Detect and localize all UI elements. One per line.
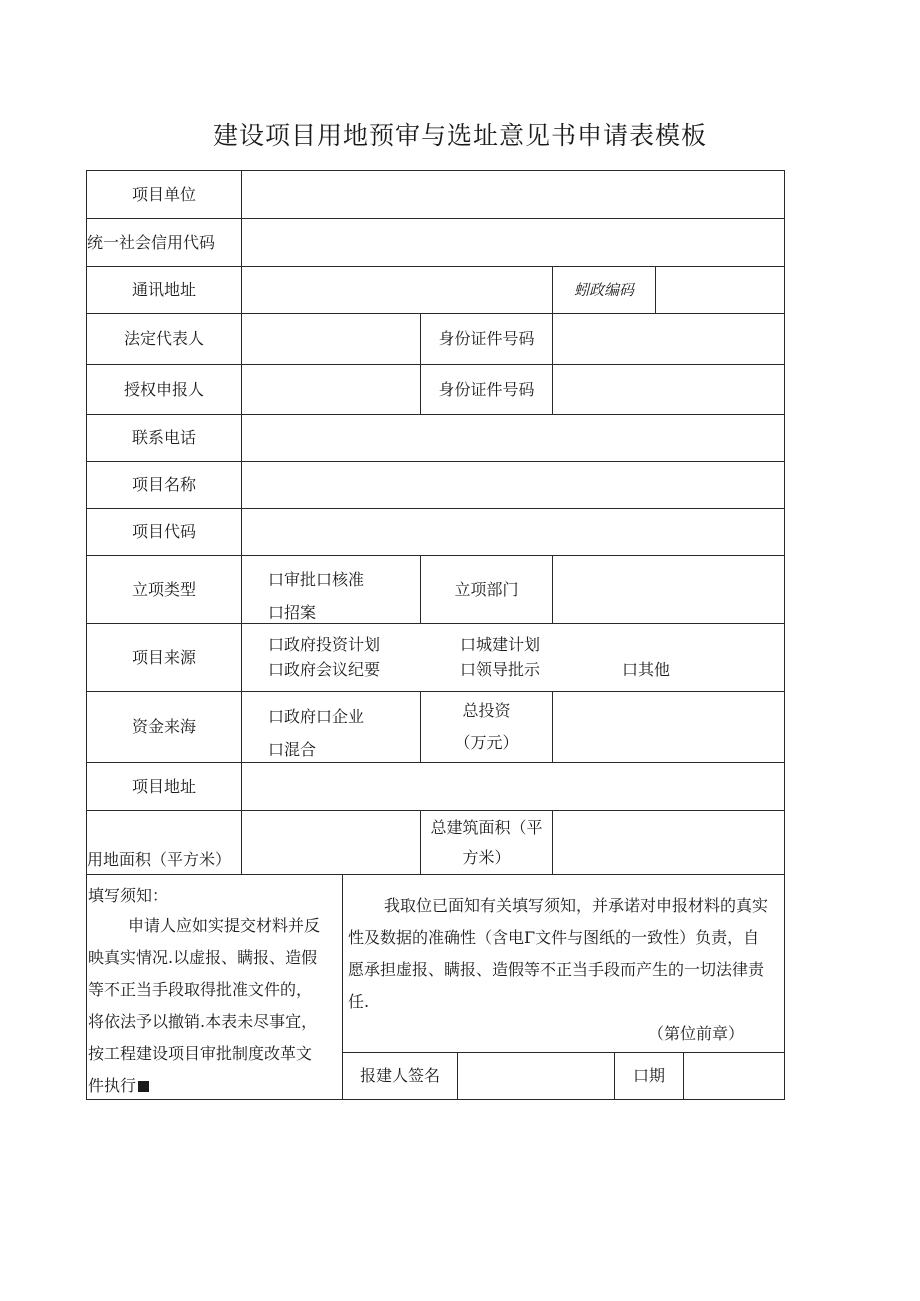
total-investment-label <box>421 692 552 762</box>
project-unit-label: 项目单位 <box>131 184 196 204</box>
credit-code-label: 统一社会信用代码 <box>87 232 216 252</box>
notice-block <box>88 882 340 1102</box>
authorized-applicant-label: 授权申报人 <box>123 379 204 399</box>
legal-rep-id-field[interactable] <box>553 314 784 364</box>
rule <box>86 874 785 875</box>
address-field[interactable] <box>242 267 552 313</box>
project-code-field[interactable] <box>242 509 784 555</box>
legal-rep-id-label: 身份证件号码 <box>438 329 535 348</box>
project-source-label: 项目来源 <box>131 647 196 667</box>
pledge-line: 愿承担虚报、瞒报、造假等不正当手段而产生的一切法律责 <box>348 960 765 979</box>
source-option-gov-investment[interactable]: 口政府投资计划 <box>268 635 381 654</box>
notice-line: 申请人应如实提交材料并反 <box>128 916 321 935</box>
notice-line: 按工程建设项目审批制度改革文 <box>88 1044 313 1063</box>
approval-option-filing[interactable]: 口招案 <box>268 603 317 622</box>
project-unit-field[interactable] <box>242 171 784 218</box>
building-area-label <box>421 811 552 874</box>
project-code-label: 项目代码 <box>131 522 196 541</box>
funding-source-label: 资金来海 <box>131 717 196 736</box>
source-option-leader-approval[interactable]: 口领导批示 <box>460 660 541 679</box>
source-option-gov-meeting[interactable]: 口政府会议纪要 <box>268 660 381 679</box>
credit-code-field[interactable] <box>242 219 784 266</box>
authorized-id-field[interactable] <box>553 365 784 414</box>
building-area-label-line1: 总建筑面积（平 <box>430 817 543 837</box>
signer-label: 报建人签名 <box>359 1066 440 1085</box>
authorized-applicant-field[interactable] <box>242 365 420 414</box>
total-investment-label-line2: （万元） <box>454 733 519 752</box>
approval-option-review-verify[interactable]: 口审批口核准 <box>268 570 365 589</box>
signer-field[interactable] <box>458 1053 614 1099</box>
authorized-id-label: 身份证件号码 <box>438 379 535 399</box>
project-name-field[interactable] <box>242 462 784 508</box>
rule <box>784 170 785 1100</box>
funding-option-gov-enterprise[interactable]: 口政府口企业 <box>268 707 365 726</box>
black-square-icon <box>138 1081 149 1092</box>
pledge-line: 性及数据的准确性（含电Γ文件与图纸的一致性）负责，自 <box>348 928 760 947</box>
phone-field[interactable] <box>242 415 784 461</box>
project-location-label: 项目地址 <box>131 776 196 796</box>
date-field[interactable] <box>684 1053 784 1099</box>
notice-line: 等不正当手段取得批准文件的， <box>88 980 313 999</box>
source-option-urban-plan[interactable]: 口城建计划 <box>460 635 541 654</box>
approval-type-label: 立项类型 <box>131 579 196 599</box>
project-name-label: 项目名称 <box>131 475 196 494</box>
date-label: 口期 <box>632 1066 665 1085</box>
land-area-label: 用地面积（平方米） <box>87 850 232 869</box>
total-investment-field[interactable] <box>553 692 784 762</box>
pledge-line: 任. <box>348 992 370 1011</box>
notice-line: 映真实情况.以虚报、瞒报、造假 <box>88 948 318 967</box>
land-area-field[interactable] <box>242 811 420 874</box>
notice-last-line <box>88 1070 340 1102</box>
total-investment-label-line1: 总投资 <box>462 701 511 720</box>
notice-heading: 填写须知： <box>88 886 169 905</box>
approval-dept-field[interactable] <box>553 556 784 623</box>
building-area-field[interactable] <box>553 811 784 874</box>
seal-note: （第位前章） <box>648 1024 745 1043</box>
building-area-label-line2: 方米） <box>462 847 511 867</box>
legal-rep-field[interactable] <box>242 314 420 364</box>
postal-code-field[interactable] <box>656 267 784 313</box>
approval-dept-label: 立项部门 <box>454 579 519 599</box>
address-label: 通讯地址 <box>131 280 196 299</box>
phone-label: 联系电话 <box>131 428 196 447</box>
source-option-other[interactable]: 口其他 <box>622 660 671 679</box>
funding-option-mixed[interactable]: 口混合 <box>268 740 317 759</box>
pledge-block <box>348 890 784 1050</box>
notice-line: 将依法予以撤销.本表未尽事宜， <box>88 1012 318 1031</box>
page-title: 建设项目用地预审与选址意见书申请表模板 <box>212 121 707 150</box>
pledge-line: 我取位已面知有关填写须知，并承诺对申报材料的真实 <box>384 896 769 915</box>
notice-line: 件执行 <box>88 1076 137 1095</box>
project-location-field[interactable] <box>242 763 784 810</box>
legal-rep-label: 法定代表人 <box>123 329 204 348</box>
postal-code-label: 蚓政编码 <box>573 281 634 299</box>
